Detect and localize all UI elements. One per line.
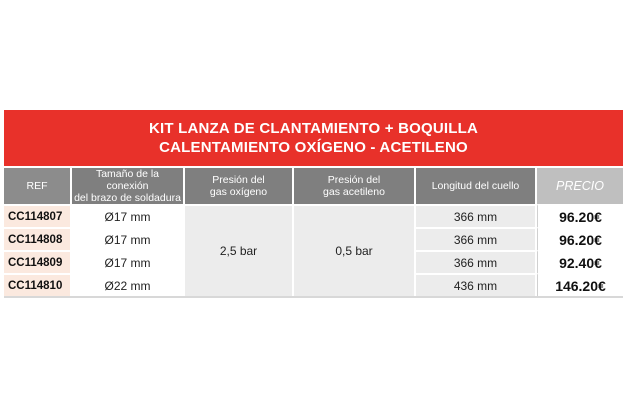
row-price: 96.20€	[537, 204, 623, 227]
header-size-line-2: del brazo de soldadura	[74, 192, 181, 204]
row-ref: CC114808	[4, 227, 72, 250]
header-acetylene	[294, 166, 416, 204]
header-oxygen	[185, 166, 294, 204]
table-row	[4, 204, 623, 227]
row-neck: 436 mm	[416, 273, 537, 296]
header-oxygen-line-1: Presión del	[212, 174, 265, 186]
row-size: Ø22 mm	[72, 273, 185, 296]
row-price: 92.40€	[537, 250, 623, 273]
row-ref: CC114809	[4, 250, 72, 273]
row-size: Ø17 mm	[72, 204, 185, 227]
row-size: Ø17 mm	[72, 250, 185, 273]
row-size: Ø17 mm	[72, 227, 185, 250]
header-size-line-1: Tamaño de la conexión	[95, 168, 160, 192]
acetylene-pressure-cell: 0,5 bar	[294, 204, 416, 296]
header-acetylene-line-2: gas acetileno	[323, 186, 385, 198]
product-table-card	[4, 110, 623, 298]
row-price: 96.20€	[537, 227, 623, 250]
table-title	[4, 110, 623, 166]
header-oxygen-line-2: gas oxígeno	[209, 186, 268, 198]
row-ref: CC114810	[4, 273, 72, 296]
row-neck: 366 mm	[416, 204, 537, 227]
row-ref: CC114807	[4, 204, 72, 227]
header-ref: REF	[4, 166, 72, 204]
row-neck: 366 mm	[416, 227, 537, 250]
title-line-2: CALENTAMIENTO OXÍGENO - ACETILENO	[159, 139, 468, 156]
header-acetylene-line-1: Presión del	[327, 174, 381, 186]
product-table	[4, 166, 623, 296]
title-line-1: KIT LANZA DE CLANTAMIENTO + BOQUILLA	[149, 120, 478, 137]
table-bottom-divider	[4, 296, 623, 298]
header-price: PRECIO	[537, 166, 623, 204]
header-row	[4, 166, 623, 204]
header-size	[72, 166, 185, 204]
row-price: 146.20€	[537, 273, 623, 296]
header-neck: Longitud del cuello	[416, 166, 537, 204]
row-neck: 366 mm	[416, 250, 537, 273]
oxygen-pressure-cell: 2,5 bar	[185, 204, 294, 296]
